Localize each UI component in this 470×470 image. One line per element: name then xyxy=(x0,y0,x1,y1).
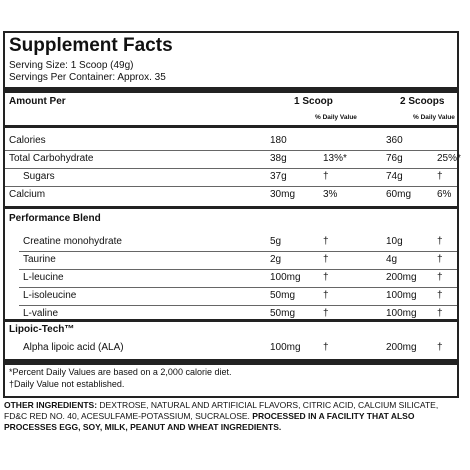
amount-per-header: Amount Per xyxy=(9,96,66,107)
serving-size: Serving Size: 1 Scoop (49g) xyxy=(9,60,134,71)
row-amount-2: 76g xyxy=(386,153,403,164)
row-name: Calories xyxy=(9,135,46,146)
row-daily-value-1: † xyxy=(323,254,329,265)
row-name: Alpha lipoic acid (ALA) xyxy=(23,342,124,353)
row-name: Sugars xyxy=(23,171,55,182)
col2-header: 2 Scoops xyxy=(400,96,445,107)
row-amount-1: 100mg xyxy=(270,342,301,353)
row-divider xyxy=(5,186,457,187)
row-amount-1: 5g xyxy=(270,236,282,247)
row-amount-2: 10g xyxy=(386,236,403,247)
row-daily-value-1: 3% xyxy=(323,189,338,200)
row-amount-1: 50mg xyxy=(270,290,296,301)
col1-header: 1 Scoop xyxy=(294,96,333,107)
supplement-facts-panel xyxy=(3,31,459,398)
row-name: L-isoleucine xyxy=(23,290,77,301)
row-name: Taurine xyxy=(23,254,56,265)
row-divider xyxy=(5,168,457,169)
row-daily-value-2: 6% xyxy=(437,189,452,200)
row-divider xyxy=(19,251,457,252)
daily-value-header-2: % Daily Value xyxy=(413,114,455,121)
row-daily-value-2: † xyxy=(437,171,443,182)
row-amount-1: 30mg xyxy=(270,189,296,200)
row-amount-1: 50mg xyxy=(270,308,296,319)
other-ingredients xyxy=(4,400,456,433)
row-amount-2: 200mg xyxy=(386,342,417,353)
row-amount-2: 360 xyxy=(386,135,403,146)
row-name: L-leucine xyxy=(23,272,64,283)
row-divider xyxy=(19,305,457,306)
row-name: Calcium xyxy=(9,189,46,200)
row-amount-2: 100mg xyxy=(386,308,417,319)
row-amount-1: 38g xyxy=(270,153,287,164)
row-amount-1: 180 xyxy=(270,135,287,146)
row-name: L-valine xyxy=(23,308,59,319)
row-daily-value-2: 25%* xyxy=(437,153,461,164)
row-daily-value-1: 13%* xyxy=(323,153,347,164)
row-divider xyxy=(19,269,457,270)
divider-thick xyxy=(5,87,457,93)
row-amount-2: 4g xyxy=(386,254,398,265)
other-ingredients-label: OTHER INGREDIENTS: xyxy=(4,400,98,410)
row-daily-value-1: † xyxy=(323,290,329,301)
divider-footnotes xyxy=(5,359,457,365)
row-daily-value-2: † xyxy=(437,236,443,247)
row-daily-value-2: † xyxy=(437,342,443,353)
divider-blend xyxy=(5,206,457,209)
row-amount-2: 100mg xyxy=(386,290,417,301)
row-divider xyxy=(19,287,457,288)
row-amount-1: 2g xyxy=(270,254,282,265)
daily-value-header-1: % Daily Value xyxy=(315,114,357,121)
allergen-statement: PROCESSED IN A FACILITY THAT ALSO PROCESSES EGG, SOY, MILK, PEANUT AND WHEAT INGREDIENTS. xyxy=(4,411,415,432)
row-amount-1: 100mg xyxy=(270,272,301,283)
row-daily-value-2: † xyxy=(437,308,443,319)
row-amount-2: 74g xyxy=(386,171,403,182)
row-daily-value-1: † xyxy=(323,171,329,182)
row-daily-value-2: † xyxy=(437,272,443,283)
row-daily-value-1: † xyxy=(323,342,329,353)
row-daily-value-1: † xyxy=(323,236,329,247)
performance-blend-title: Performance Blend xyxy=(9,213,101,224)
footnote-not-established: †Daily Value not established. xyxy=(9,379,125,389)
other-ingredients-text: DEXTROSE, NATURAL AND ARTIFICIAL FLAVORS, CITRIC ACID, CALCIUM SILICATE, FD&C RED NO. 40, ACESULFAME-POTASSIUM, SUCRALOSE. xyxy=(4,400,439,421)
row-daily-value-1: † xyxy=(323,308,329,319)
row-amount-2: 60mg xyxy=(386,189,412,200)
lipoic-tech-title: Lipoic-Tech™ xyxy=(9,324,75,335)
servings-per-container: Servings Per Container: Approx. 35 xyxy=(9,72,166,83)
row-amount-1: 37g xyxy=(270,171,287,182)
divider-header xyxy=(5,125,457,128)
row-daily-value-2: † xyxy=(437,254,443,265)
panel-title: Supplement Facts xyxy=(9,35,173,56)
row-name: Creatine monohydrate xyxy=(23,236,122,247)
row-daily-value-1: † xyxy=(323,272,329,283)
footnote-daily-values: *Percent Daily Values are based on a 2,000 calorie diet. xyxy=(9,367,232,377)
row-daily-value-2: † xyxy=(437,290,443,301)
divider-lipoic xyxy=(5,319,457,322)
row-divider xyxy=(5,150,457,151)
row-amount-2: 200mg xyxy=(386,272,417,283)
row-name: Total Carbohydrate xyxy=(9,153,94,164)
